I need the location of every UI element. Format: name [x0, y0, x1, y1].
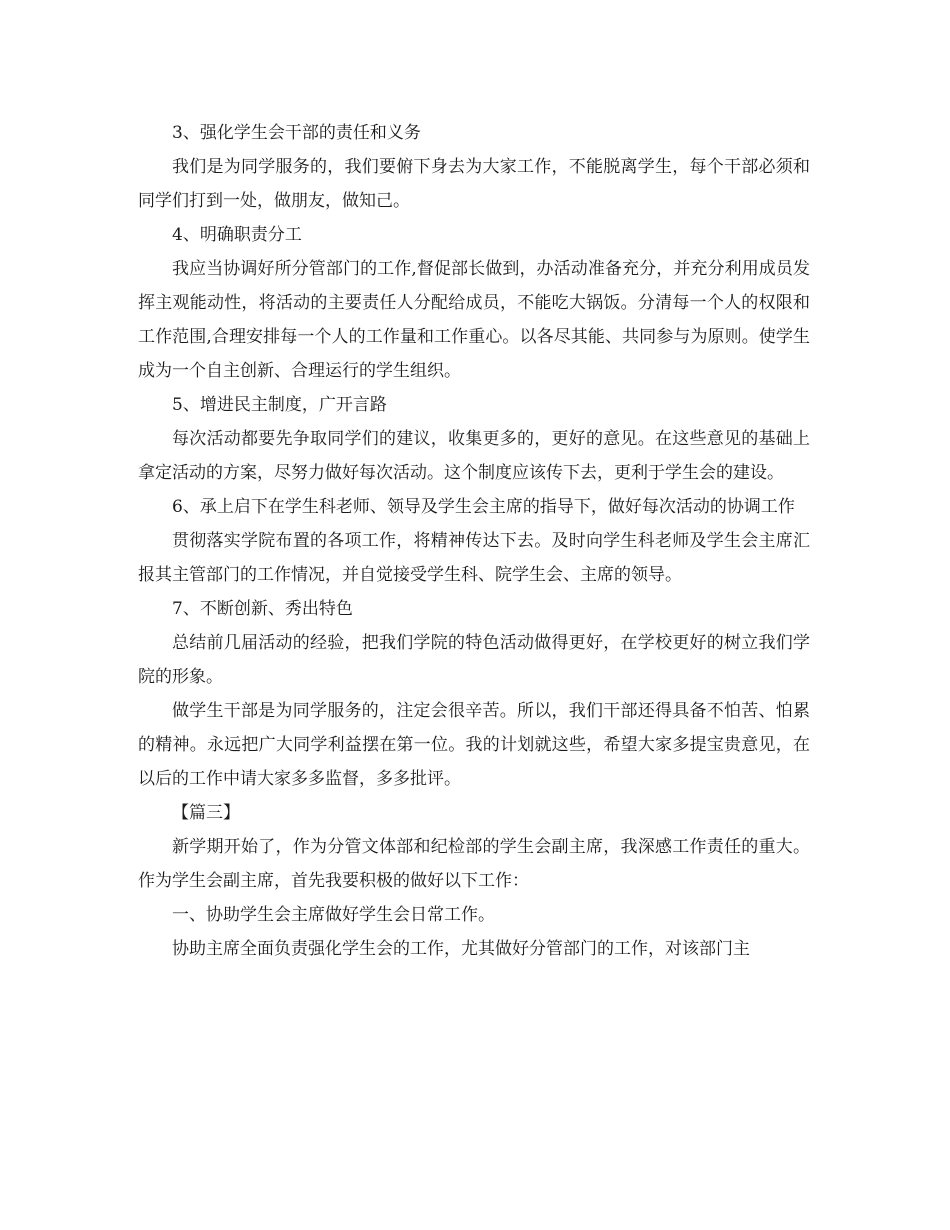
document-body	[138, 116, 810, 966]
part-heading: 【篇三】	[172, 803, 240, 823]
paragraph: 我应当协调好所分管部门的工作,督促部长做到，办活动准备充分，并充分利用成员发挥主观能动性，将活动的主要责任人分配给成员，不能吃大锅饭。分清每一个人的权限和工作范围,合理安排每一个人的工作量和工作重心。以各尽其能、共同参与为原则。使学生成为一个自主创新、合理运行的学生组织。	[138, 259, 810, 381]
section-heading-1: 一、协助学生会主席做好学生会日常工作。	[172, 905, 495, 925]
section-heading-6: 6、承上启下在学生科老师、领导及学生会主席的指导下，做好每次活动的协调工作	[172, 497, 795, 517]
section-heading-7: 7、不断创新、秀出特色	[172, 599, 353, 619]
paragraph: 做学生干部是为同学服务的，注定会很辛苦。所以，我们干部还得具备不怕苦、怕累的精神。永远把广大同学利益摆在第一位。我的计划就这些，希望大家多提宝贵意见，在以后的工作中请大家多多监督，多多批评。	[138, 701, 810, 789]
section-heading-4: 4、明确职责分工	[172, 225, 302, 245]
paragraph: 总结前几届活动的经验，把我们学院的特色活动做得更好，在学校更好的树立我们学院的形象。	[138, 633, 810, 687]
section-heading-3: 3、强化学生会干部的责任和义务	[172, 123, 421, 143]
paragraph: 每次活动都要先争取同学们的建议，收集更多的，更好的意见。在这些意见的基础上拿定活动的方案，尽努力做好每次活动。这个制度应该传下去，更利于学生会的建设。	[138, 429, 810, 483]
paragraph: 我们是为同学服务的，我们要俯下身去为大家工作，不能脱离学生，每个干部必须和同学们打到一处，做朋友，做知己。	[138, 157, 810, 211]
section-heading-5: 5、增进民主制度，广开言路	[172, 395, 387, 415]
paragraph: 协助主席全面负责强化学生会的工作，尤其做好分管部门的工作，对该部门主	[172, 939, 750, 959]
paragraph: 新学期开始了，作为分管文体部和纪检部的学生会副主席，我深感工作责任的重大。作为学生会副主席，首先我要积极的做好以下工作：	[138, 837, 810, 891]
paragraph: 贯彻落实学院布置的各项工作，将精神传达下去。及时向学生科老师及学生会主席汇报其主管部门的工作情况，并自觉接受学生科、院学生会、主席的领导。	[138, 531, 810, 585]
